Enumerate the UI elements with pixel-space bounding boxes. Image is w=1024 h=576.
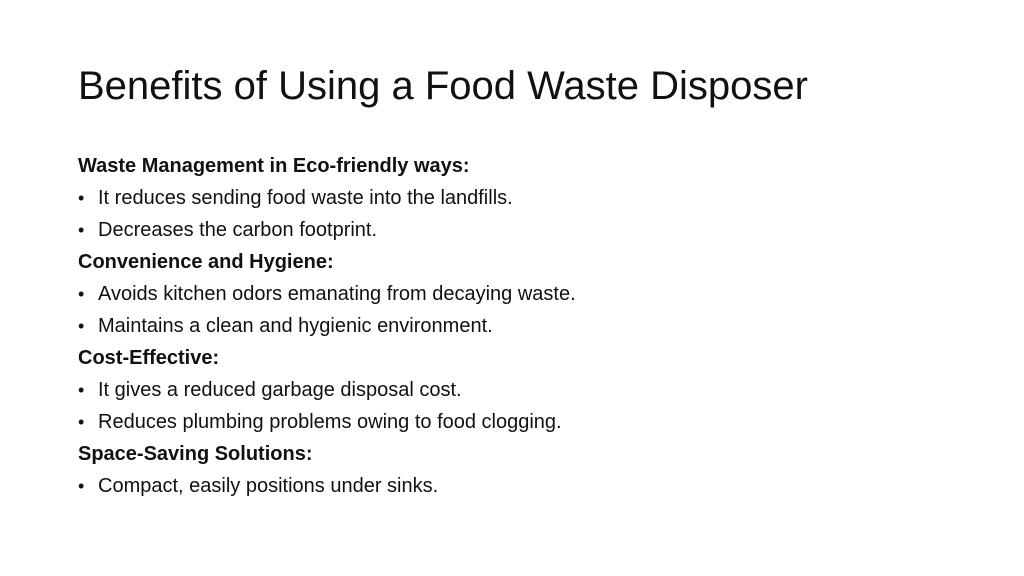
bullet-item: [78, 470, 978, 502]
section-heading: Cost-Effective:: [78, 347, 220, 369]
slide-content: [78, 150, 978, 502]
bullet-item: [78, 278, 978, 310]
bullet-text: Compact, easily positions under sinks.: [98, 475, 439, 497]
bullet-icon: •: [78, 188, 85, 208]
bullet-icon: •: [78, 220, 85, 240]
bullet-icon: •: [78, 284, 85, 304]
bullet-icon: •: [78, 476, 85, 496]
section-cost-effective: [78, 342, 978, 438]
section-waste-management: [78, 150, 978, 246]
bullet-icon: •: [78, 412, 85, 432]
section-heading: Waste Management in Eco-friendly ways:: [78, 155, 470, 177]
section-heading: Space-Saving Solutions:: [78, 443, 313, 465]
bullet-list: [78, 470, 978, 502]
bullet-icon: •: [78, 316, 85, 336]
section-convenience-hygiene: [78, 246, 978, 342]
bullet-text: Reduces plumbing problems owing to food clogging.: [98, 411, 562, 433]
bullet-text: Maintains a clean and hygienic environment.: [98, 315, 493, 337]
section-heading: Convenience and Hygiene:: [78, 251, 334, 273]
bullet-text: Avoids kitchen odors emanating from decaying waste.: [98, 283, 576, 305]
bullet-item: [78, 406, 978, 438]
bullet-icon: •: [78, 380, 85, 400]
bullet-text: It reduces sending food waste into the landfills.: [98, 187, 513, 209]
bullet-item: [78, 214, 978, 246]
bullet-list: [78, 278, 978, 342]
bullet-item: [78, 374, 978, 406]
section-space-saving: [78, 438, 978, 502]
bullet-list: [78, 374, 978, 438]
bullet-item: [78, 182, 978, 214]
bullet-item: [78, 310, 978, 342]
bullet-text: It gives a reduced garbage disposal cost.: [98, 379, 462, 401]
bullet-list: [78, 182, 978, 246]
bullet-text: Decreases the carbon footprint.: [98, 219, 378, 241]
slide-title: Benefits of Using a Food Waste Disposer: [78, 64, 808, 108]
